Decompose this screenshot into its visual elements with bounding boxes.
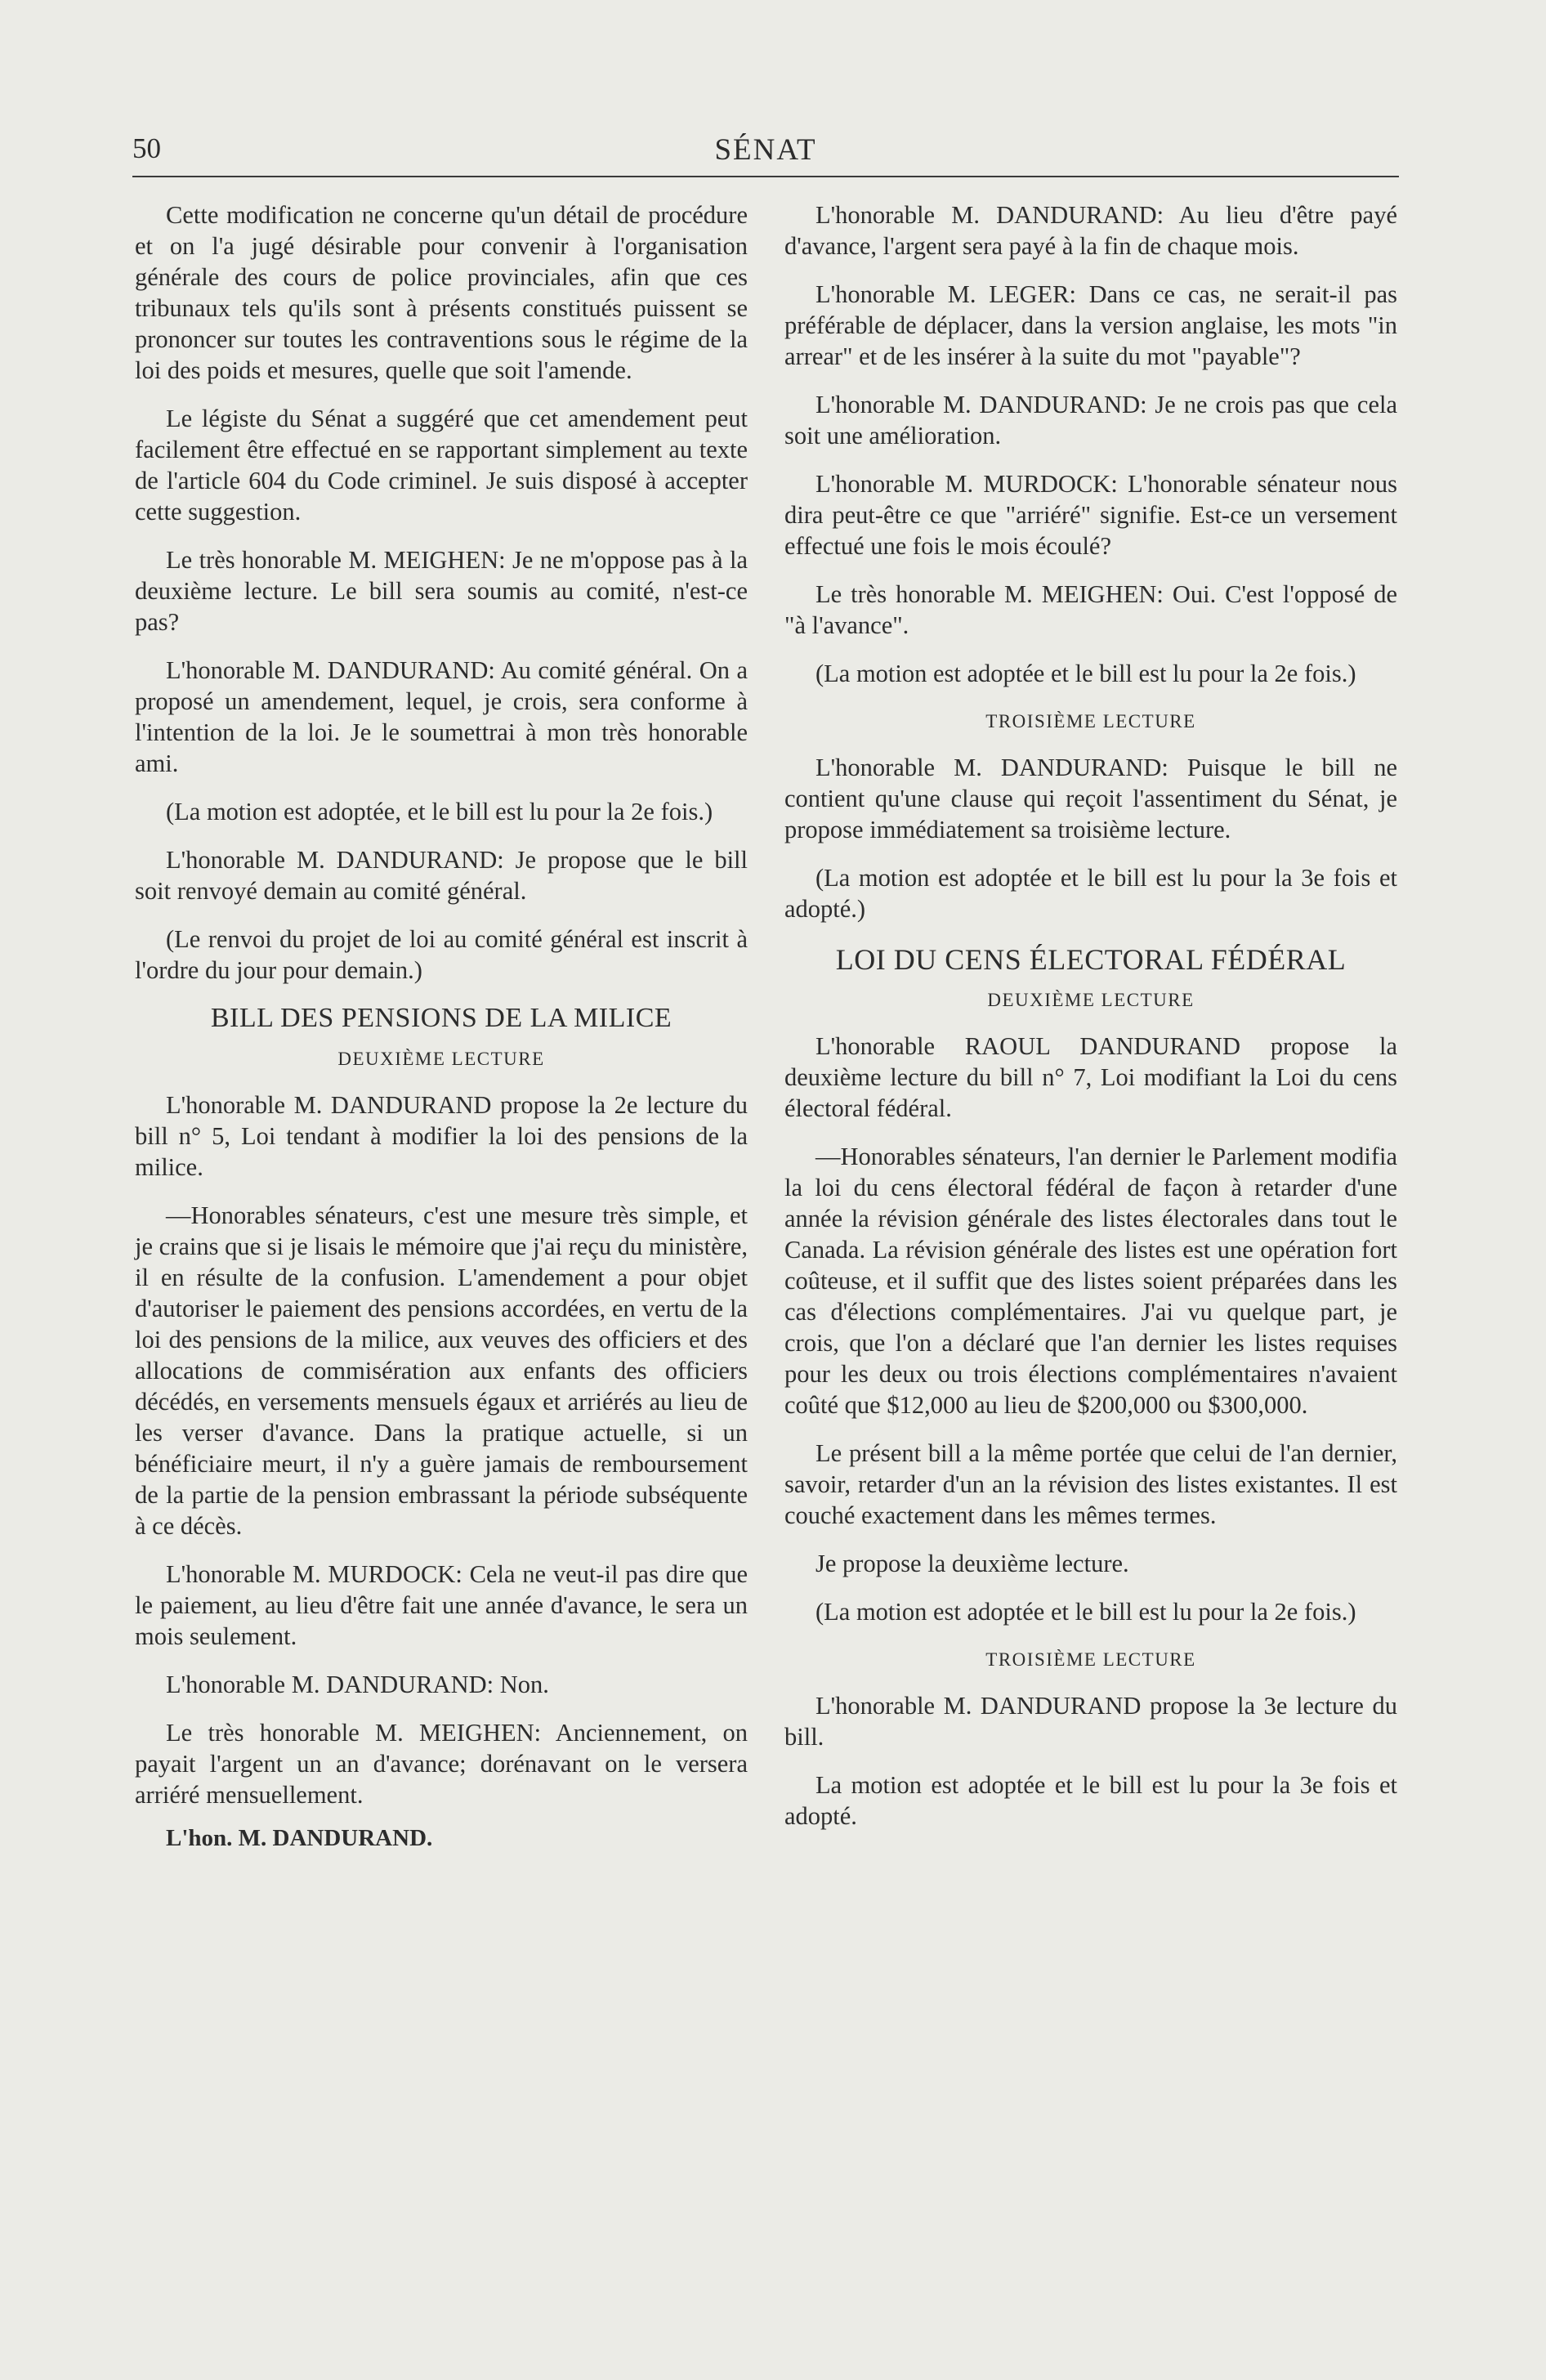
paragraph: L'honorable RAOUL DANDURAND propose la deuxième lecture du bill n° 7, Loi modifiant la Loi du cens électoral fédéral. [784,1032,1397,1122]
paragraph: —Honorables sénateurs, l'an dernier le Parlement modifia la loi du cens électoral fédéral de façon à retarder d'une année la révision générale des listes électorales dans tout le Canada. La révision générale des listes est une opération fort coûteuse, et il suffit que des listes soient préparées dans les cas d'élections complémentaires. J'ai vu quelque part, je crois, que l'on a déclaré que l'an dernier les listes requises pour les deux ou trois élections complémentaires n'avaient coûté que $12,000 au lieu de $200,000 ou $300,000. [784,1143,1397,1419]
left-column [135,199,748,1871]
paragraph: Le présent bill a la même portée que celui de l'an dernier, savoir, retarder d'un an la révision des listes existantes. Il est couché exactement dans les mêmes termes. [784,1439,1397,1529]
paragraph: Le légiste du Sénat a suggéré que cet amendement peut facilement être effectué en se rapportant simplement au texte de l'article 604 du Code criminel. Je suis disposé à accepter cette suggestion. [135,405,748,526]
subsection-heading: TROISIÈME LECTURE [985,711,1196,731]
paragraph: Le très honorable M. MEIGHEN: Oui. C'est l'opposé de "à l'avance". [784,580,1397,639]
section-heading: LOI DU CENS ÉLECTORAL FÉDÉRAL [835,943,1347,976]
subsection-heading: TROISIÈME LECTURE [985,1649,1196,1670]
paragraph: Le très honorable M. MEIGHEN: Anciennement, on payait l'argent un an d'avance; dorénavant on le versera arriéré mensuellement. [135,1719,748,1809]
paragraph: L'honorable M. DANDURAND: Non. [166,1671,549,1698]
header-rule [132,176,1399,177]
paragraph: L'honorable M. DANDURAND propose la 2e lecture du bill n° 5, Loi tendant à modifier la loi des pensions de la milice. [135,1091,748,1181]
paragraph: L'honorable M. DANDURAND propose la 3e lecture du bill. [784,1692,1397,1751]
paragraph: Le très honorable M. MEIGHEN: Je ne m'oppose pas à la deuxième lecture. Le bill sera soumis au comité, n'est-ce pas? [135,546,748,636]
paragraph: (La motion est adoptée et le bill est lu pour la 2e fois.) [815,1598,1356,1626]
paragraph: L'honorable M. DANDURAND: Au comité général. On a proposé un amendement, lequel, je crois, sera conforme à l'intention de la loi. Je le soumettrai à mon très honorable ami. [135,656,748,777]
subsection-heading: DEUXIÈME LECTURE [987,990,1195,1010]
paragraph: Je propose la deuxième lecture. [815,1550,1129,1577]
paragraph: L'honorable M. LEGER: Dans ce cas, ne serait-il pas préférable de déplacer, dans la version anglaise, les mots "in arrear" et de les insérer à la suite du mot "payable"? [784,280,1397,370]
paragraph: (La motion est adoptée et le bill est lu pour la 2e fois.) [815,660,1356,687]
paragraph: L'honorable M. MURDOCK: Cela ne veut-il pas dire que le paiement, au lieu d'être fait une année d'avance, le sera un mois seulement. [135,1560,748,1650]
running-title: SÉNAT [714,133,817,167]
right-column [784,199,1397,1849]
paragraph: La motion est adoptée et le bill est lu pour la 3e fois et adopté. [784,1771,1397,1830]
page-number: 50 [132,132,161,164]
speaker-signoff: L'hon. M. DANDURAND. [166,1825,433,1851]
subsection-heading: DEUXIÈME LECTURE [337,1049,545,1069]
paragraph: L'honorable M. DANDURAND: Je ne crois pas que cela soit une amélioration. [784,391,1397,450]
paragraph: (La motion est adoptée, et le bill est lu pour la 2e fois.) [166,798,713,825]
paragraph: Cette modification ne concerne qu'un détail de procédure et on l'a jugé désirable pour convenir à l'organisation générale des cours de police provinciales, afin que ces tribunaux tels qu'ils sont à présents constitués puissent se prononcer sur toutes les contraventions sous le régime de la loi des poids et mesures, quelle que soit l'amende. [135,201,748,384]
paragraph: (La motion est adoptée et le bill est lu pour la 3e fois et adopté.) [784,864,1397,923]
section-heading: BILL DES PENSIONS DE LA MILICE [210,1003,672,1033]
page-header [132,129,1399,172]
paragraph: L'honorable M. DANDURAND: Puisque le bill ne contient qu'une clause qui reçoit l'assentiment du Sénat, je propose immédiatement sa troisième lecture. [784,754,1397,843]
paragraph: L'honorable M. DANDURAND: Je propose que le bill soit renvoyé demain au comité général. [135,846,748,905]
paragraph: (Le renvoi du projet de loi au comité général est inscrit à l'ordre du jour pour demain.) [135,925,748,984]
paragraph: L'honorable M. DANDURAND: Au lieu d'être payé d'avance, l'argent sera payé à la fin de chaque mois. [784,201,1397,260]
paragraph: L'honorable M. MURDOCK: L'honorable sénateur nous dira peut-être ce que "arriéré" signifie. Est-ce un versement effectué une fois le mois écoulé? [784,470,1397,560]
paragraph: —Honorables sénateurs, c'est une mesure très simple, et je crains que si je lisais le mémoire que j'ai reçu du ministère, il en résulte de la confusion. L'amendement a pour objet d'autoriser le paiement des pensions accordées, en vertu de la loi des pensions de la milice, aux veuves des officiers et des allocations de commisération aux enfants des officiers décédés, en versements mensuels égaux et arriérés au lieu de les verser d'avance. Dans la pratique actuelle, si un bénéficiaire meurt, il n'y a guère jamais de remboursement de la partie de la pension embrassant la période subséquente à ce décès. [135,1201,748,1540]
